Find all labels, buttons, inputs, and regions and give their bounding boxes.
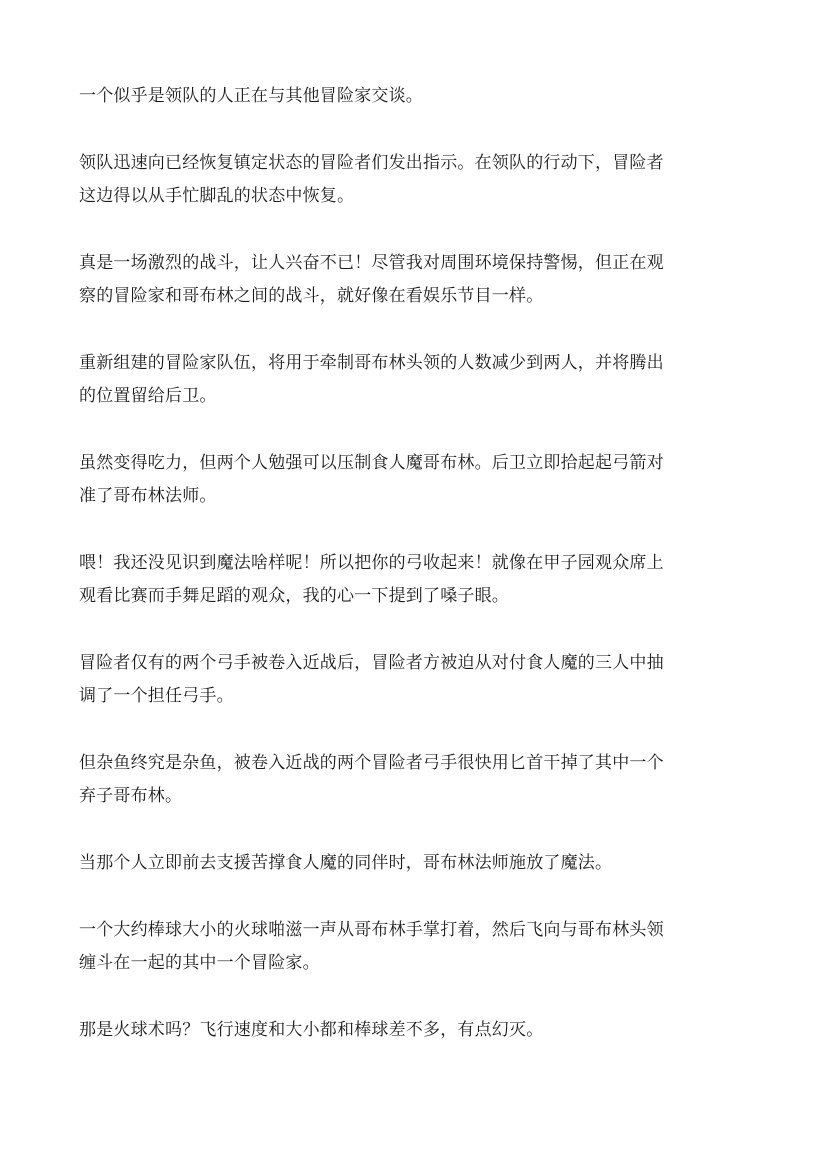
paragraph-line: 的位置留给后卫。 [79, 386, 217, 406]
paragraph-line: 那是火球术吗？飞行速度和大小都和棒球差不多，有点幻灭。 [79, 1020, 544, 1040]
paragraph-line: 这边得以从手忙脚乱的状态中恢复。 [79, 186, 355, 206]
paragraph-2 [79, 147, 749, 213]
paragraph-5 [79, 447, 749, 513]
paragraph-line: 当那个人立即前去支援苦撑食人魔的同伴时，哥布林法师施放了魔法。 [79, 853, 613, 873]
paragraph-line: 察的冒险家和哥布林之间的战斗，就好像在看娱乐节目一样。 [79, 286, 544, 306]
paragraph-3 [79, 247, 749, 313]
paragraph-line: 真是一场激烈的战斗，让人兴奋不已！尽管我对周围环境保持警惕，但正在观 [79, 253, 664, 273]
document-body [79, 80, 749, 1081]
paragraph-line: 缠斗在一起的其中一个冒险家。 [79, 953, 320, 973]
paragraph-line: 一个似乎是领队的人正在与其他冒险家交谈。 [79, 86, 423, 106]
paragraph-line: 领队迅速向已经恢复镇定状态的冒险者们发出指示。在领队的行动下，冒险者 [79, 153, 664, 173]
paragraph-line: 重新组建的冒险家队伍，将用于牵制哥布林头领的人数减少到两人，并将腾出 [79, 353, 664, 373]
paragraph-7 [79, 647, 749, 713]
paragraph-4 [79, 347, 749, 413]
paragraph-line: 喂！我还没见识到魔法啥样呢！所以把你的弓收起来！就像在甲子园观众席上 [79, 553, 664, 573]
paragraph-line: 观看比赛而手舞足蹈的观众，我的心一下提到了嗓子眼。 [79, 586, 509, 606]
paragraph-9 [79, 847, 749, 880]
paragraph-line: 虽然变得吃力，但两个人勉强可以压制食人魔哥布林。后卫立即拾起起弓箭对 [79, 453, 664, 473]
paragraph-line: 冒险者仅有的两个弓手被卷入近战后，冒险者方被迫从对付食人魔的三人中抽 [79, 653, 664, 673]
paragraph-line: 准了哥布林法师。 [79, 486, 217, 506]
paragraph-6 [79, 547, 749, 613]
paragraph-1 [79, 80, 749, 113]
paragraph-line: 但杂鱼终究是杂鱼，被卷入近战的两个冒险者弓手很快用匕首干掉了其中一个 [79, 753, 664, 773]
paragraph-line: 弃子哥布林。 [79, 786, 183, 806]
paragraph-10 [79, 914, 749, 980]
paragraph-11 [79, 1014, 749, 1047]
paragraph-line: 调了一个担任弓手。 [79, 686, 234, 706]
paragraph-line: 一个大约棒球大小的火球啪滋一声从哥布林手掌打着，然后飞向与哥布林头领 [79, 920, 664, 940]
paragraph-8 [79, 747, 749, 813]
